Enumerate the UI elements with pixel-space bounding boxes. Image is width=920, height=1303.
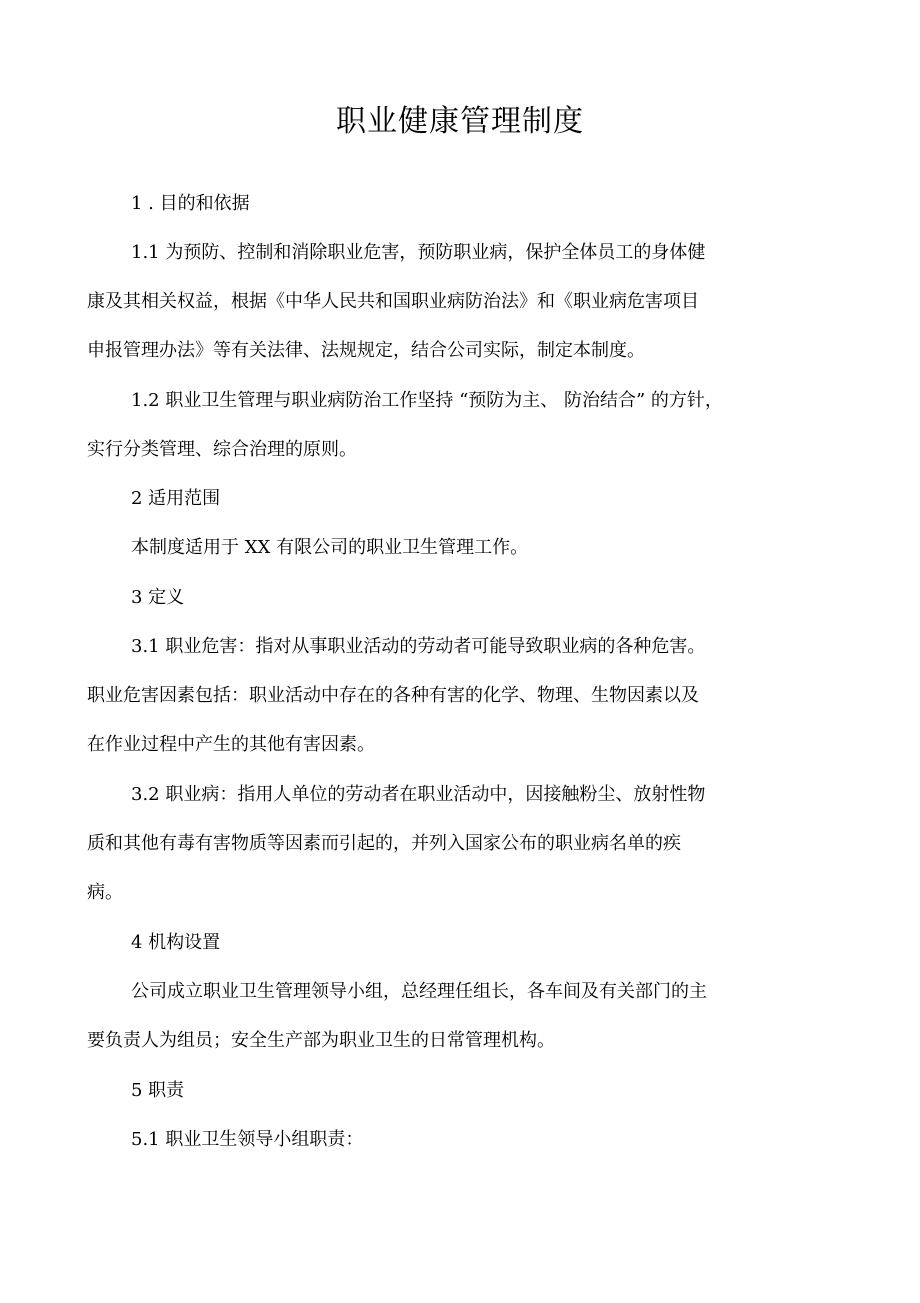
paragraph-3-1-line-2: 职业危害因素包括：职业活动中存在的各种有害的化学、物理、生物因素以及 — [87, 685, 699, 706]
section-heading-5: 5 职责 — [131, 1080, 185, 1101]
paragraph-3-2-line-3: 病。 — [87, 882, 123, 903]
section-heading-1: 1 . 目的和依据 — [131, 193, 250, 214]
paragraph-3-1-line-1: 3.1 职业危害：指对从事职业活动的劳动者可能导致职业病的各种危害。 — [131, 636, 706, 657]
paragraph-3-2-line-2: 质和其他有毒有害物质等因素而引起的，并列入国家公布的职业病名单的疾 — [87, 833, 681, 854]
paragraph-2-line-1: 本制度适用于 XX 有限公司的职业卫生管理工作。 — [131, 537, 529, 558]
paragraph-1-2-line-1: 1.2 职业卫生管理与职业病防治工作坚持 “预防为主、 防治结合” 的方针， — [131, 390, 723, 411]
paragraph-1-1-line-2: 康及其相关权益，根据《中华人民共和国职业病防治法》和《职业病危害项目 — [87, 291, 699, 312]
paragraph-1-1-line-3: 申报管理办法》等有关法律、法规规定，结合公司实际，制定本制度。 — [87, 340, 645, 361]
document-title: 职业健康管理制度 — [336, 104, 584, 139]
paragraph-4-line-1: 公司成立职业卫生管理领导小组，总经理任组长，各车间及有关部门的主 — [131, 981, 707, 1002]
paragraph-1-2-line-2: 实行分类管理、综合治理的原则。 — [87, 439, 357, 460]
paragraph-1-1-line-1: 1.1 为预防、控制和消除职业危害，预防职业病，保护全体员工的身体健 — [131, 242, 706, 263]
paragraph-3-1-line-3: 在作业过程中产生的其他有害因素。 — [87, 734, 375, 755]
section-heading-4: 4 机构设置 — [131, 932, 221, 953]
paragraph-4-line-2: 要负责人为组员；安全生产部为职业卫生的日常管理机构。 — [87, 1030, 555, 1051]
paragraph-3-2-line-1: 3.2 职业病：指用人单位的劳动者在职业活动中，因接触粉尘、放射性物 — [131, 784, 706, 805]
subsection-heading-5-1: 5.1 职业卫生领导小组职责： — [131, 1129, 364, 1150]
section-heading-3: 3 定义 — [131, 587, 185, 608]
section-heading-2: 2 适用范围 — [131, 488, 221, 509]
